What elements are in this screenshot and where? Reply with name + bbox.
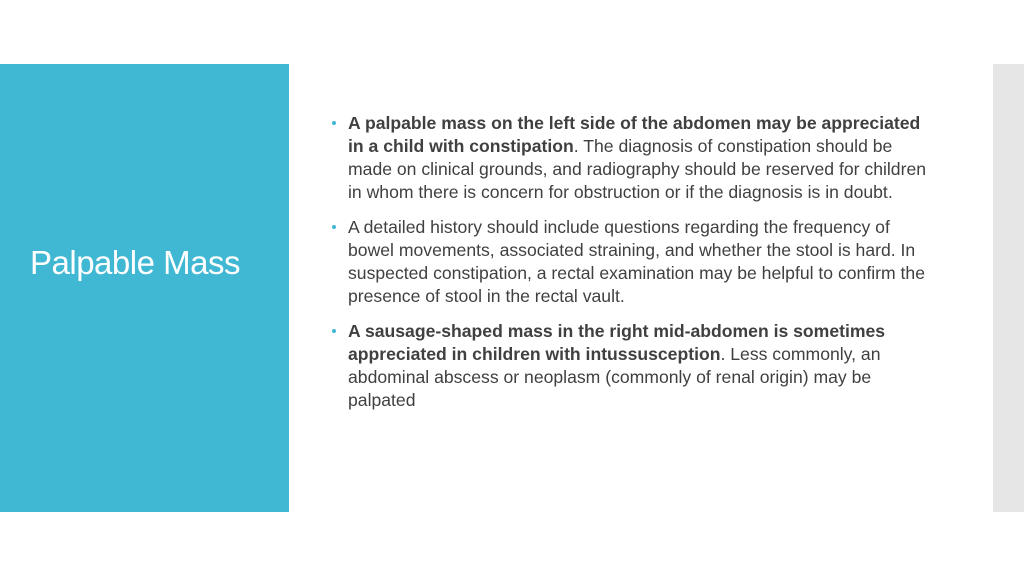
bullet-bold-text: A sausage-shaped mass in the right mid-abdomen is sometimes appreciated in children with intussusception [348, 321, 886, 364]
bullet-text: . The diagnosis of constipation should be made on clinical grounds, and radiography should be reserved for children in whom there is concern for obstruction or if the diagnosis is in doubt. [348, 136, 927, 202]
bullet-dot-icon [332, 225, 336, 229]
bullet-item [332, 112, 936, 204]
bullet-text: . Less commonly, an abdominal abscess or neoplasm (commonly of renal origin) may be palpated [348, 344, 881, 410]
bullet-dot-icon [332, 329, 336, 333]
bullet-dot-icon [332, 121, 336, 125]
bullet-item [332, 320, 936, 412]
bullet-item [332, 216, 936, 308]
bullet-text: A detailed history should include questions regarding the frequency of bowel movements, associated straining, and whether the stool is hard. In suspected constipation, a rectal examination may be helpful to confirm the presence of stool in the rectal vault. [348, 217, 926, 306]
bullet-bold-text: A palpable mass on the left side of the abdomen may be appreciated in a child with constipation [348, 113, 921, 156]
slide-title: Palpable Mass [30, 244, 240, 281]
title-panel [0, 64, 289, 512]
right-decorative-strip [993, 64, 1024, 512]
bullet-list [332, 112, 936, 424]
